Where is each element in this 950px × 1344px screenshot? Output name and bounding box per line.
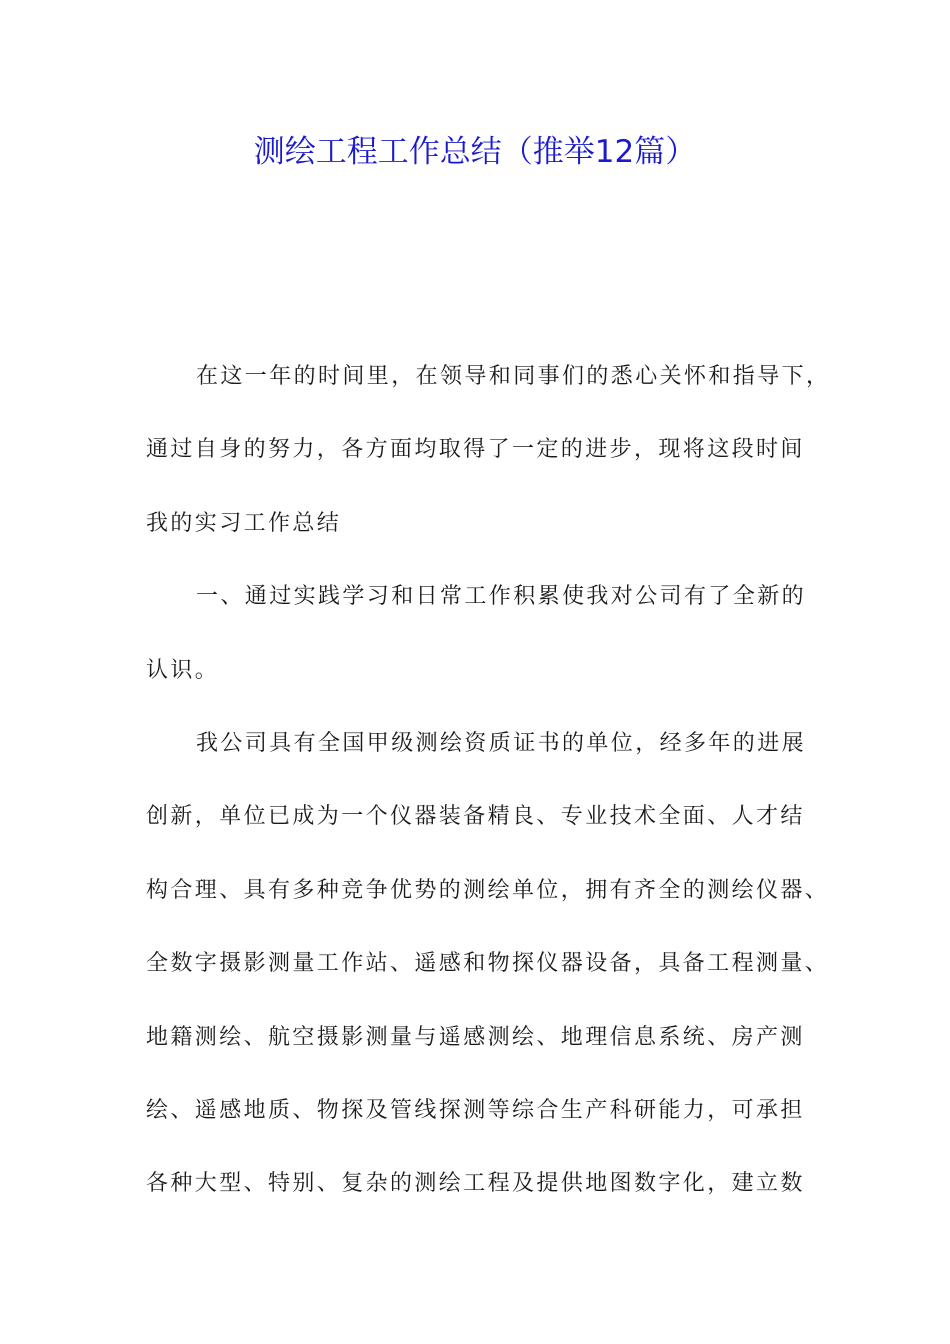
- paragraph-line: 一、通过实践学习和日常工作积累使我对公司有了全新的: [196, 584, 807, 610]
- paragraph-line: 绘、遥感地质、物探及管线探测等综合生产科研能力，可承担: [146, 1097, 805, 1123]
- paragraph-line: 地籍测绘、航空摄影测量与遥感测绘、地理信息系统、房产测: [146, 1024, 805, 1050]
- paragraph-line: 创新，单位已成为一个仪器装备精良、专业技术全面、人才结: [146, 804, 805, 830]
- paragraph-line: 我的实习工作总结: [146, 510, 342, 536]
- paragraph-line: 构合理、具有多种竞争优势的测绘单位，拥有齐全的测绘仪器、: [146, 877, 830, 903]
- paragraph-line: 通过自身的努力，各方面均取得了一定的进步，现将这段时间: [146, 437, 805, 463]
- paragraph-line: 全数字摄影测量工作站、遥感和物探仪器设备，具备工程测量、: [146, 951, 830, 977]
- document-body: [146, 340, 831, 1221]
- document-title: 测绘工程工作总结（推举12篇）: [253, 134, 697, 170]
- paragraph-line: 我公司具有全国甲级测绘资质证书的单位，经多年的进展: [196, 730, 807, 756]
- paragraph-line: 认识。: [146, 657, 220, 683]
- paragraph-line: 各种大型、特别、复杂的测绘工程及提供地图数字化，建立数: [146, 1171, 805, 1197]
- paragraph-line: 在这一年的时间里，在领导和同事们的悉心关怀和指导下，: [196, 364, 831, 389]
